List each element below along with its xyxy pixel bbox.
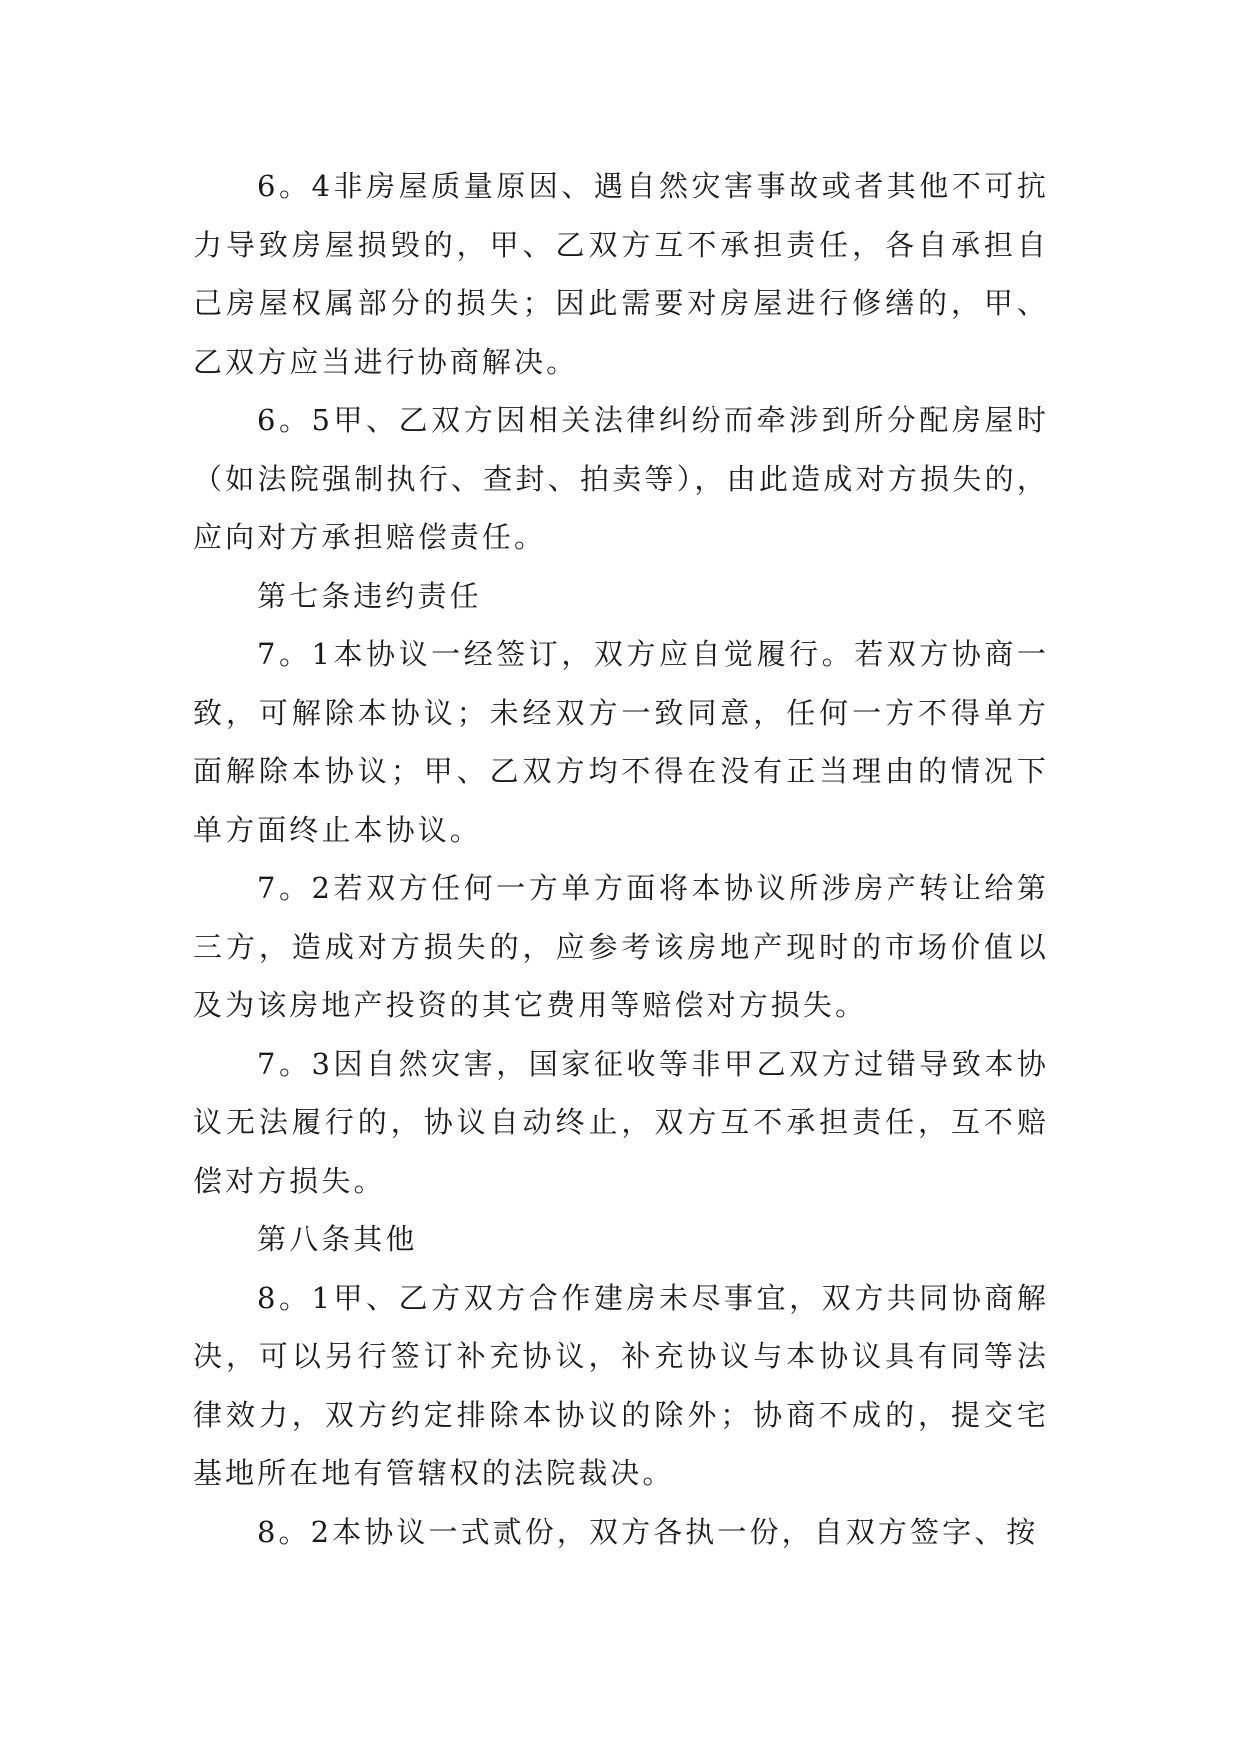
article-8-heading: 第八条其他 [257, 1222, 418, 1256]
clause-8-2: 8。2本协议一式贰份，双方各执一份，自双方签字、按 [257, 1514, 1039, 1549]
document-body [193, 157, 1049, 1561]
clause-7-1: 7。1本协议一经签订，双方应自觉履行。若双方协商一致，可解除本协议；未经双方一致同意，任何一方不得单方面解除本协议；甲、乙双方均不得在没有正当理由的情况下单方面终止本协议。 [193, 637, 1049, 847]
clause-8-1: 8。1甲、乙方双方合作建房未尽事宜，双方共同协商解决，可以另行签订补充协议，补充协议与本协议具有同等法律效力，双方约定排除本协议的除外；协商不成的，提交宅基地所在地有管辖权的法院裁决。 [193, 1280, 1049, 1490]
clause-6-5: 6。5甲、乙双方因相关法律纠纷而牵涉到所分配房屋时（如法院强制执行、查封、拍卖等），由此造成对方损失的，应向对方承担赔偿责任。 [193, 403, 1049, 554]
article-7-heading: 第七条违约责任 [257, 578, 482, 613]
clause-6-4: 6。4非房屋质量原因、遇自然灾害事故或者其他不可抗力导致房屋损毁的，甲、乙双方互不承担责任，各自承担自己房屋权属部分的损失；因此需要对房屋进行修缮的，甲、乙双方应当进行协商解决。 [193, 169, 1049, 379]
clause-7-3: 7。3因自然灾害，国家征收等非甲乙双方过错导致本协议无法履行的，协议自动终止，双方互不承担责任，互不赔偿对方损失。 [193, 1046, 1049, 1198]
clause-7-2: 7。2若双方任何一方单方面将本协议所涉房产转让给第三方，造成对方损失的，应参考该房地产现时的市场价值以及为该房地产投资的其它费用等赔偿对方损失。 [193, 871, 1049, 1022]
